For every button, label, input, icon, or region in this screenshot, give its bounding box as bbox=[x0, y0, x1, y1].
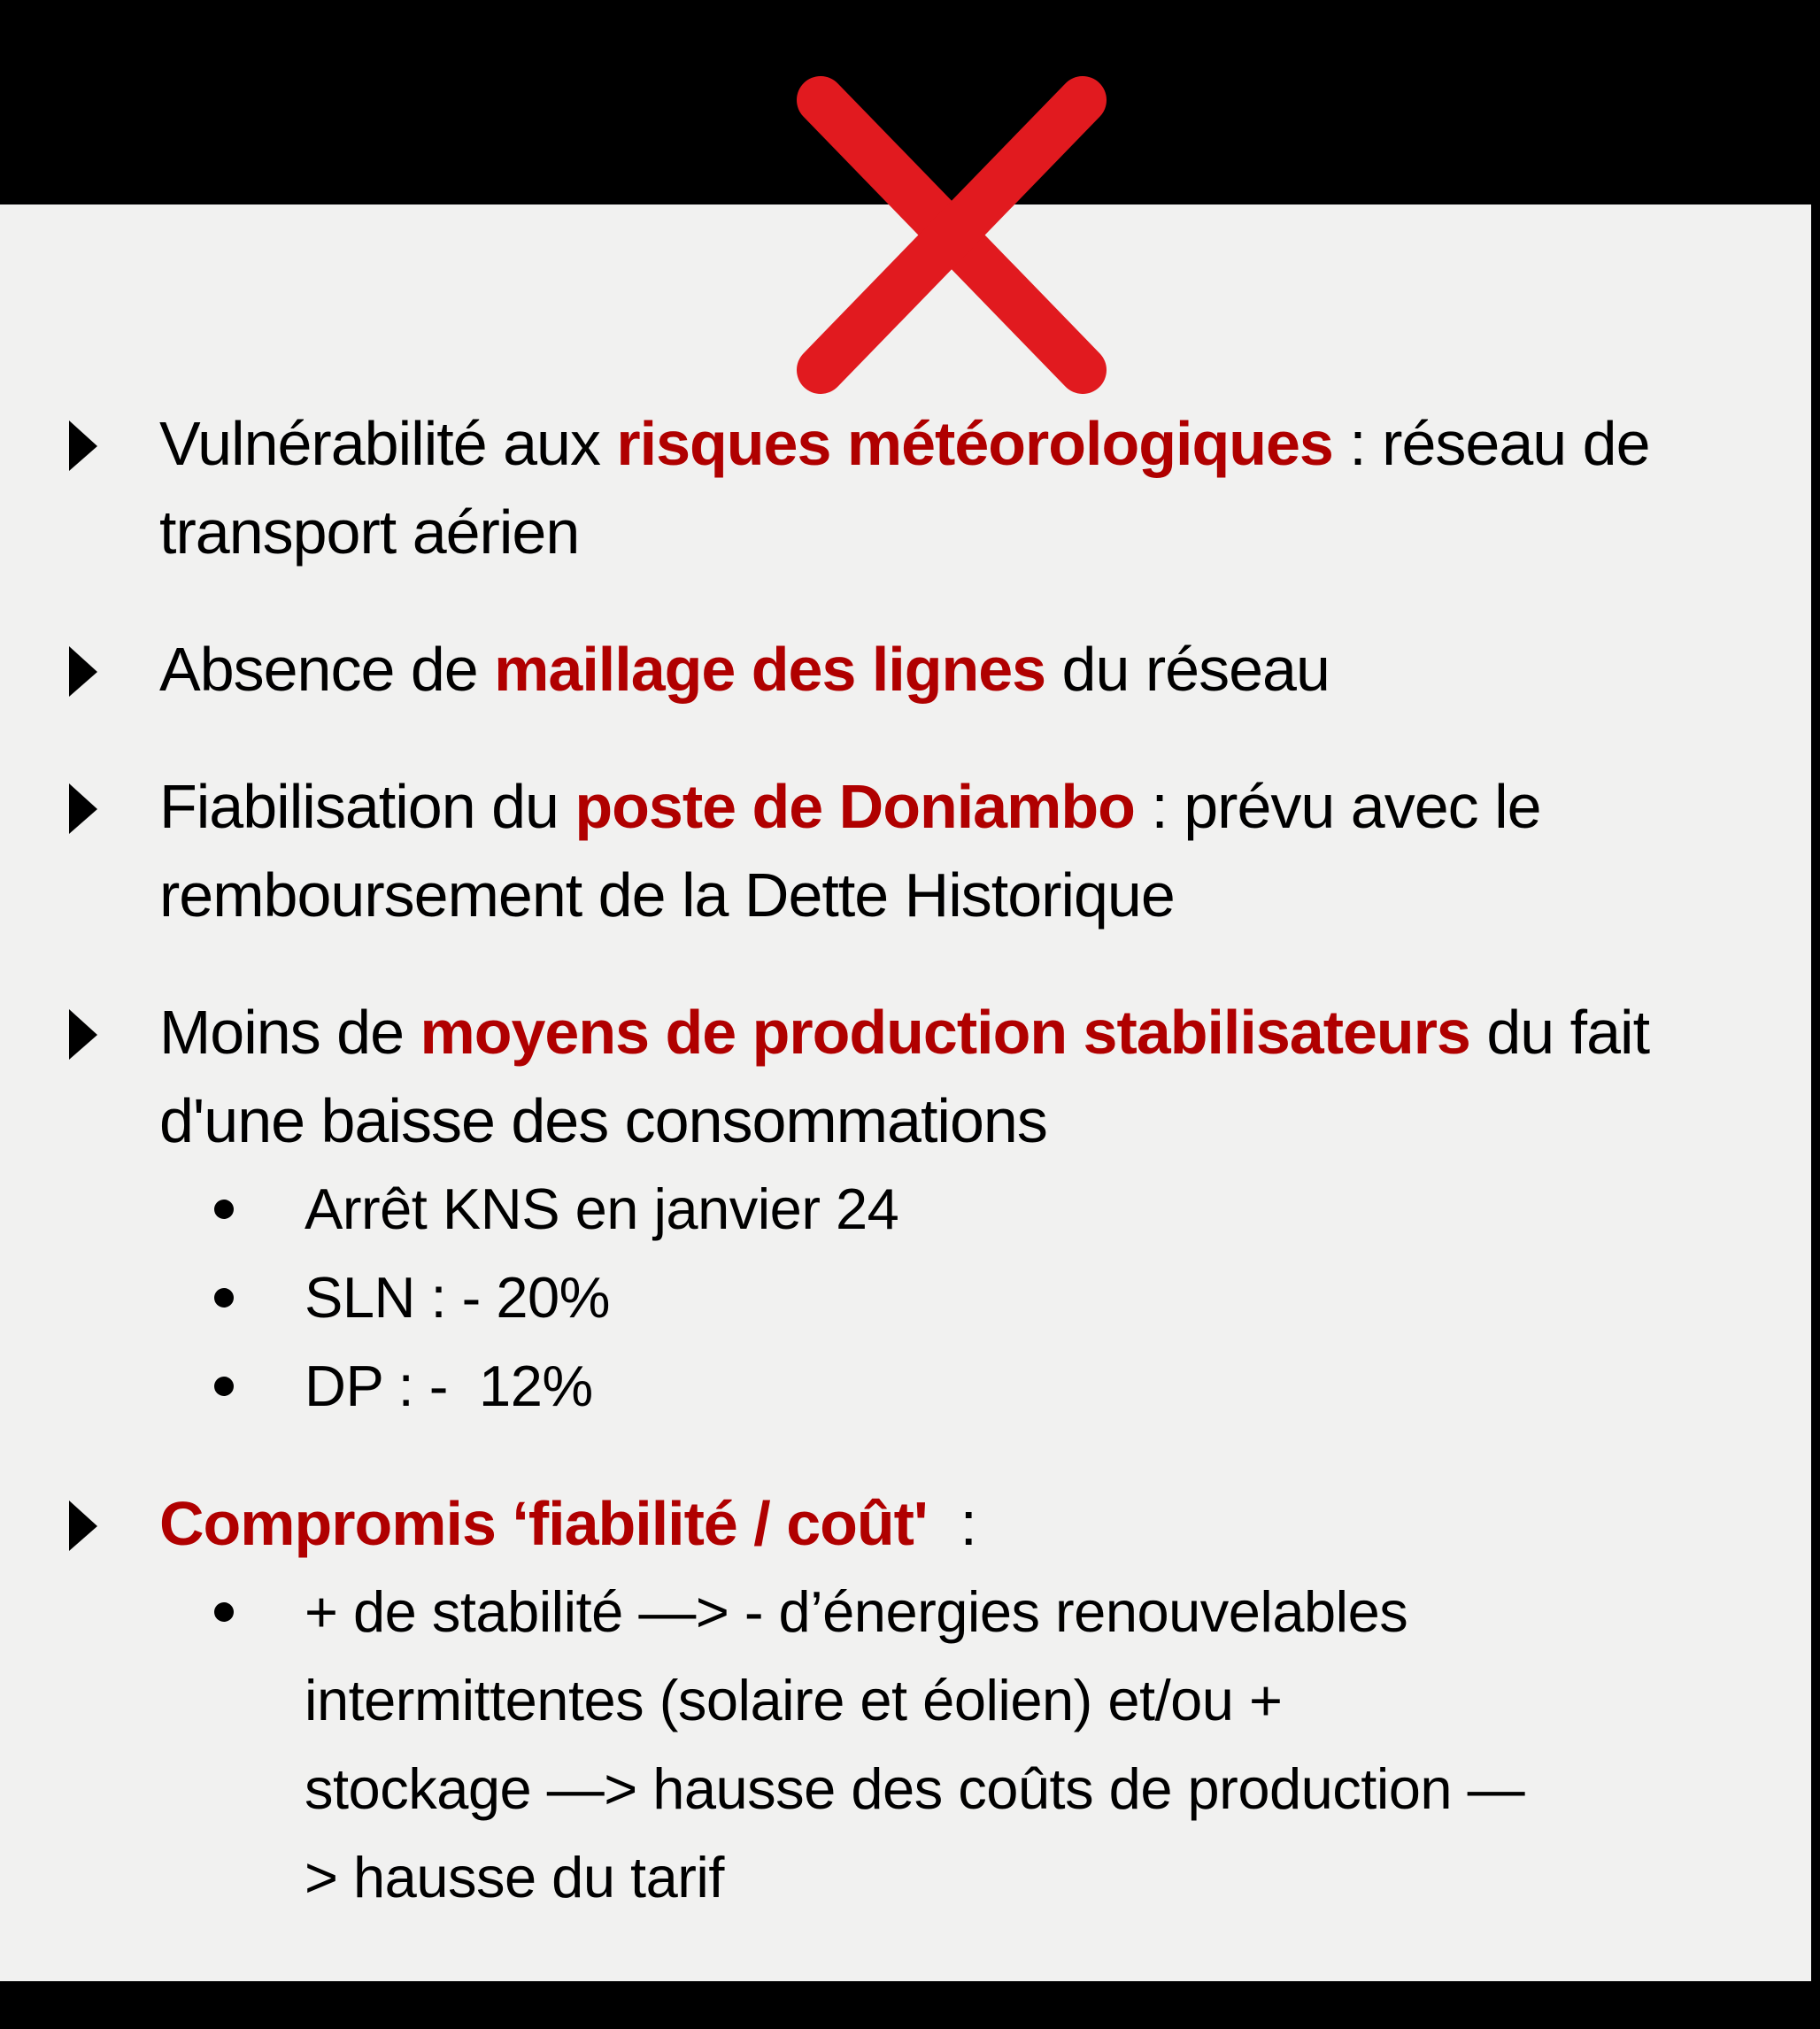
highlight-text: maillage des lignes bbox=[494, 635, 1046, 704]
text-line bbox=[159, 399, 1811, 488]
body-text: Fiabilisation du bbox=[159, 772, 575, 841]
dot-bullet-icon bbox=[214, 1377, 234, 1396]
bullet-list bbox=[0, 204, 1811, 1922]
arrow-bullet-icon bbox=[69, 646, 97, 697]
body-text: DP : - 12% bbox=[305, 1354, 593, 1418]
text-line bbox=[159, 1479, 1811, 1568]
body-text: du fait bbox=[1469, 998, 1650, 1067]
body-text: > hausse du tarif bbox=[305, 1845, 724, 1909]
dot-bullet-icon bbox=[214, 1200, 234, 1219]
body-text: du réseau bbox=[1045, 635, 1330, 704]
body-text: : prévu avec le bbox=[1134, 772, 1541, 841]
text-line bbox=[159, 762, 1811, 851]
bullet-item bbox=[0, 399, 1811, 576]
body-text: Moins de bbox=[159, 998, 420, 1067]
bullet-item bbox=[0, 988, 1811, 1431]
sub-bullet-item bbox=[159, 1568, 1811, 1922]
text-line bbox=[159, 851, 1811, 939]
bottom-black-bar bbox=[0, 1981, 1820, 2029]
highlight-text: poste de Doniambo bbox=[575, 772, 1135, 841]
highlight-text: risques météorologiques bbox=[616, 409, 1333, 478]
text-line bbox=[305, 1254, 1811, 1342]
body-text: intermittentes (solaire et éolien) et/ou + bbox=[305, 1668, 1283, 1732]
text-line bbox=[159, 988, 1811, 1076]
body-text: : bbox=[927, 1489, 976, 1558]
sub-bullet-list bbox=[159, 1165, 1811, 1431]
text-line bbox=[159, 488, 1811, 576]
sub-bullet-item bbox=[159, 1254, 1811, 1342]
bullet-item bbox=[0, 625, 1811, 714]
body-text: : réseau de bbox=[1332, 409, 1650, 478]
arrow-bullet-icon bbox=[69, 783, 97, 834]
body-text: SLN : - 20% bbox=[305, 1265, 610, 1330]
arrow-bullet-icon bbox=[69, 1501, 97, 1551]
body-text: stockage —> hausse des coûts de production — bbox=[305, 1756, 1525, 1821]
rejection-x-icon bbox=[770, 69, 1133, 401]
dot-bullet-icon bbox=[214, 1602, 234, 1622]
bullet-item bbox=[0, 762, 1811, 939]
body-text: transport aérien bbox=[159, 498, 580, 567]
text-line bbox=[305, 1656, 1811, 1745]
body-text: + de stabilité —> - d’énergies renouvelables bbox=[305, 1579, 1408, 1644]
text-line bbox=[305, 1342, 1811, 1431]
body-text: d'une baisse des consommations bbox=[159, 1086, 1047, 1155]
dot-bullet-icon bbox=[214, 1288, 234, 1308]
text-line bbox=[305, 1833, 1811, 1922]
sub-bullet-item bbox=[159, 1342, 1811, 1431]
sub-bullet-list bbox=[159, 1568, 1811, 1922]
highlight-text: moyens de production stabilisateurs bbox=[420, 998, 1470, 1067]
content-panel bbox=[0, 204, 1811, 1981]
arrow-bullet-icon bbox=[69, 420, 97, 471]
text-line bbox=[159, 1076, 1811, 1165]
text-line bbox=[305, 1745, 1811, 1833]
text-line bbox=[305, 1568, 1811, 1656]
right-black-bar bbox=[1811, 0, 1820, 2029]
text-line bbox=[305, 1165, 1811, 1254]
body-text: remboursement de la Dette Historique bbox=[159, 860, 1175, 930]
body-text: Arrêt KNS en janvier 24 bbox=[305, 1177, 899, 1241]
sub-bullet-item bbox=[159, 1165, 1811, 1254]
highlight-text: Compromis ‘fiabilité / coût' bbox=[159, 1489, 928, 1558]
bullet-item bbox=[0, 1479, 1811, 1922]
body-text: Vulnérabilité aux bbox=[159, 409, 617, 478]
body-text: Absence de bbox=[159, 635, 495, 704]
arrow-bullet-icon bbox=[69, 1009, 97, 1060]
text-line bbox=[159, 625, 1811, 714]
